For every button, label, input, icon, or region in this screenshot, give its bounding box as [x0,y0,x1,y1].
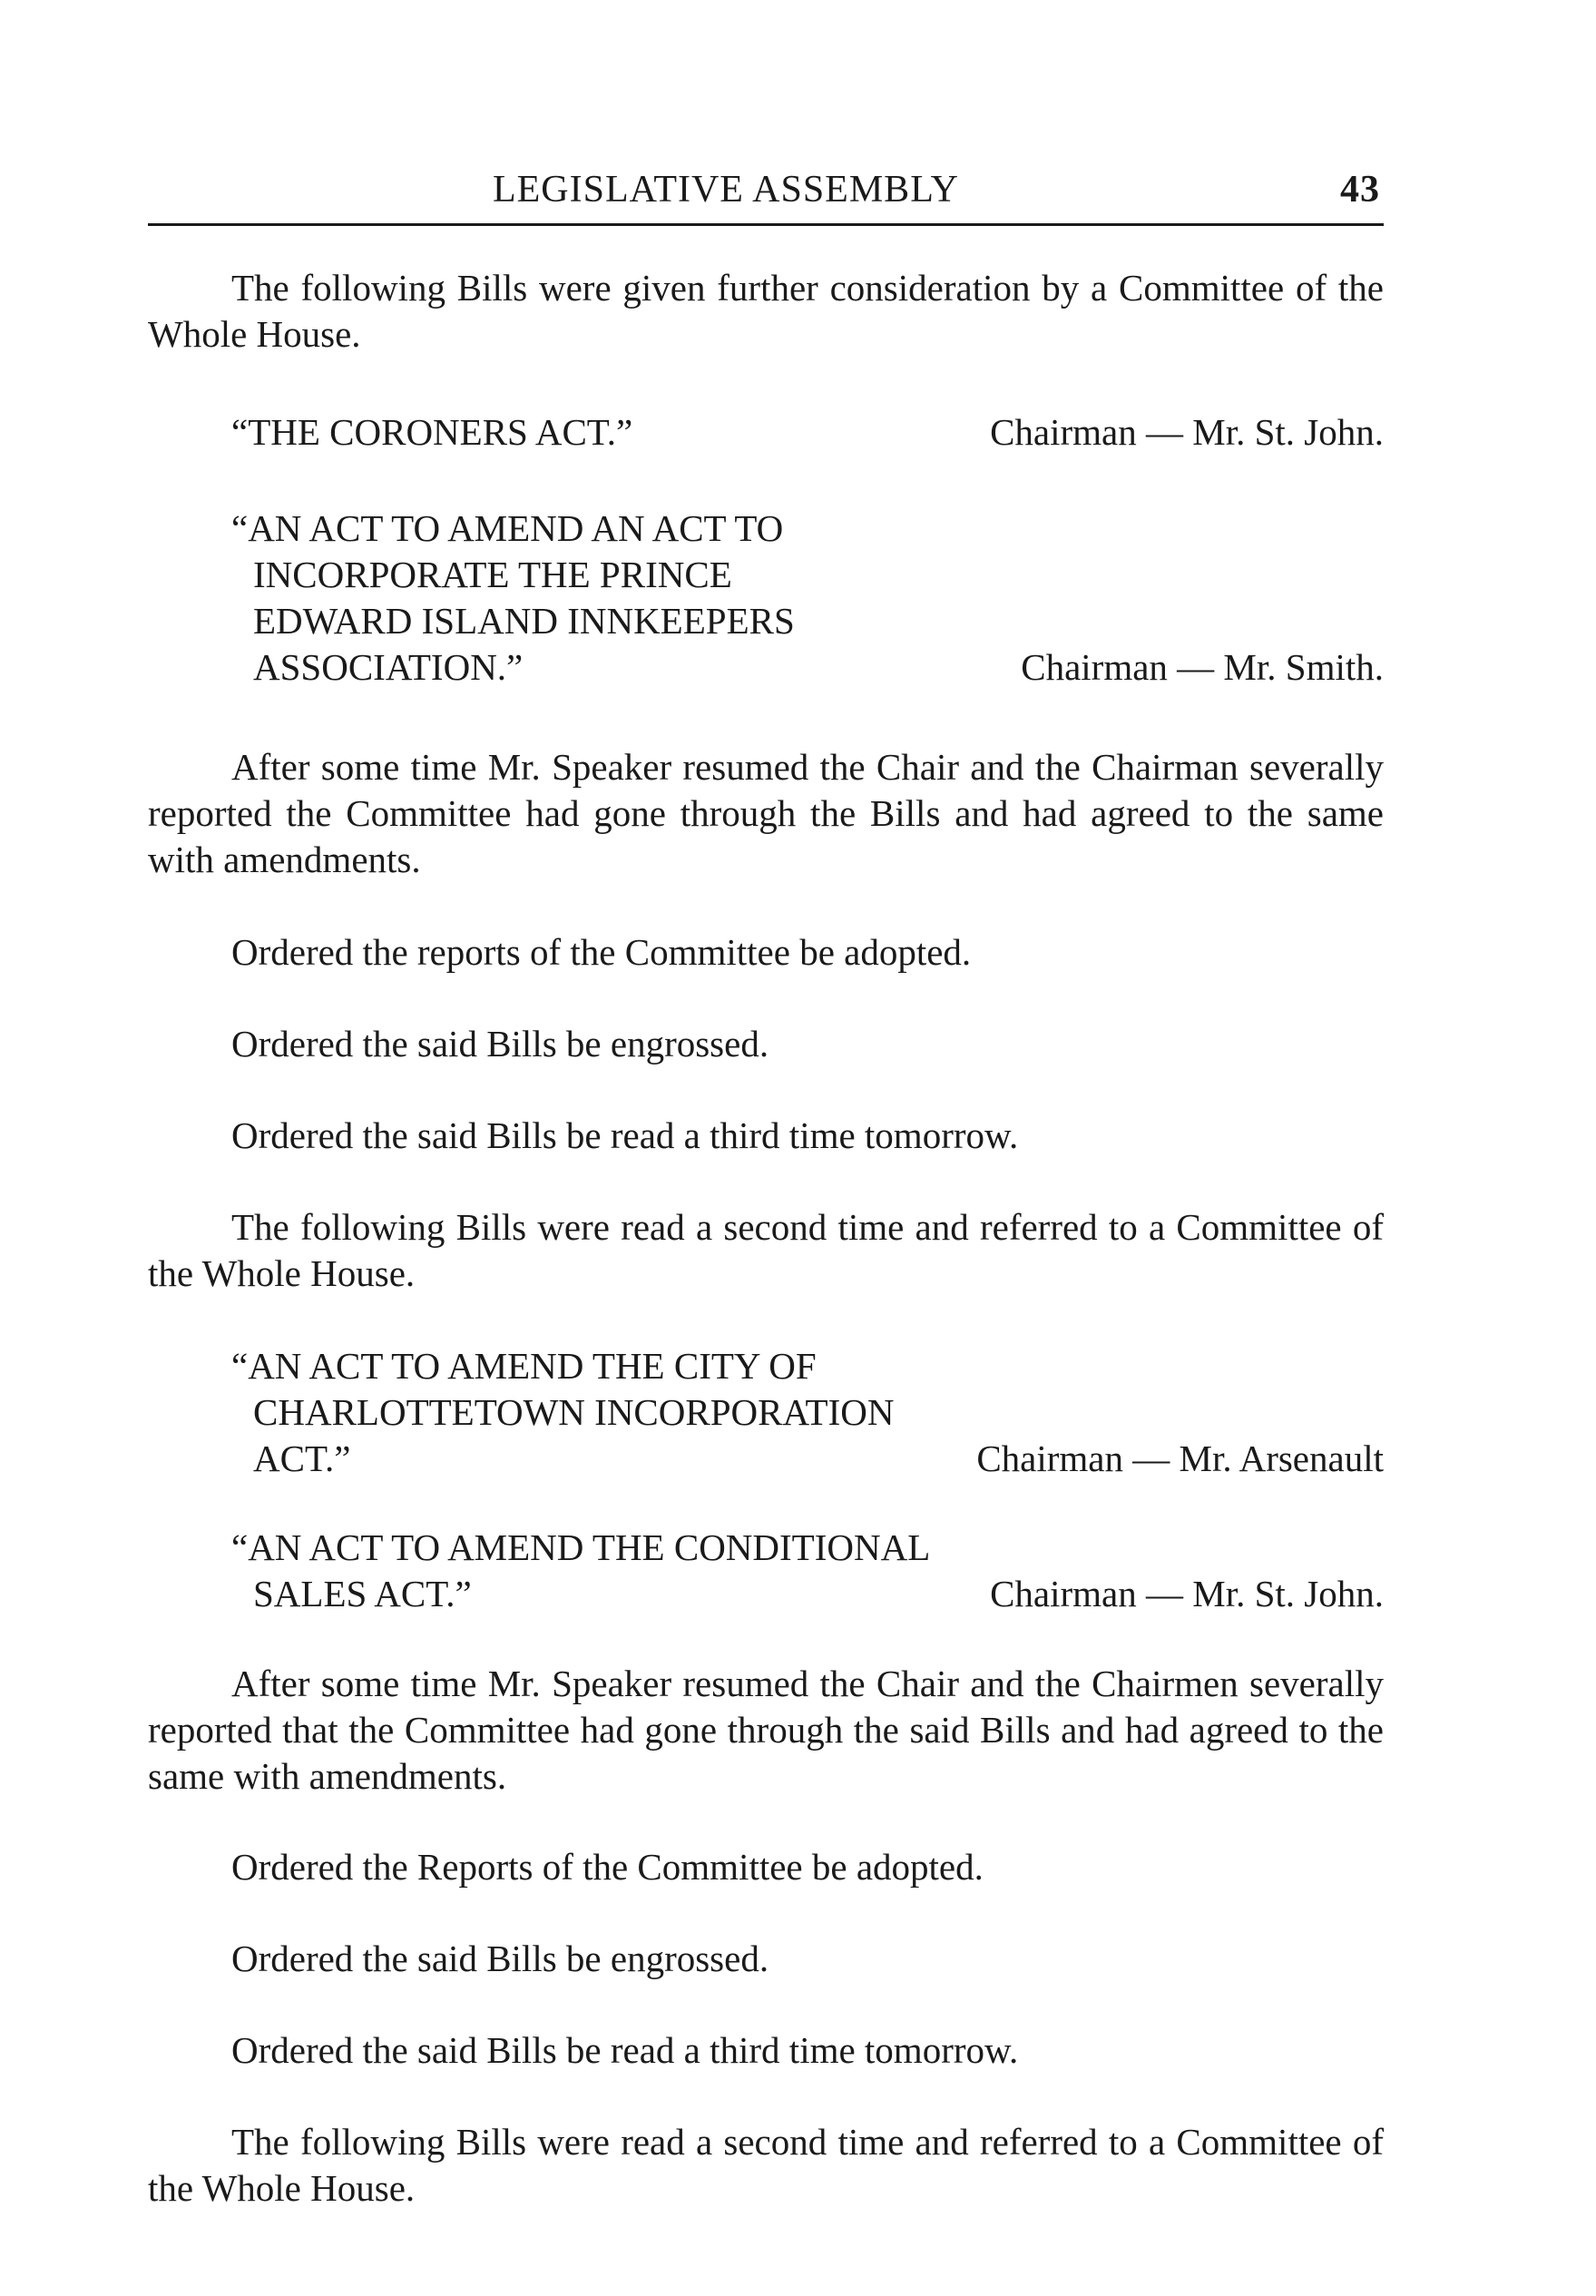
bill-title-line: “AN ACT TO AMEND THE CONDITIONAL [231,1526,931,1568]
bill-coroners-act [231,409,1384,456]
page-number: 43 [1340,169,1380,211]
paragraph-report-1 [148,744,1384,883]
paragraph-text: After some time Mr. Speaker resumed the Chair and the Chairman severally reported the Committee had gone through the Bills and had agreed to the same with amendments. [148,746,1384,880]
bill-charlottetown-incorporation [231,1343,1384,1482]
paragraph-text: The following Bills were read a second time and referred to a Committee of the Whole House. [148,2121,1384,2209]
paragraph-text: The following Bills were read a second time and referred to a Committee of the Whole House. [148,1206,1384,1294]
paragraph-intro-3 [148,2119,1384,2212]
bill-innkeepers-association [231,505,1384,691]
paragraph-intro-1 [148,265,1384,358]
paragraph-text: Ordered the said Bills be engrossed. [231,1938,769,1979]
paragraph-intro-2 [148,1204,1384,1297]
bill-chairman: Chairman — Mr. St. John. [990,411,1384,453]
paragraph-order-adopted-1 [148,929,1384,976]
page-header [148,168,1384,222]
header-rule [148,223,1384,226]
bill-title-line: “AN ACT TO AMEND AN ACT TO [231,507,784,549]
paragraph-order-third-reading-1 [148,1113,1384,1159]
paragraph-text: Ordered the said Bills be engrossed. [231,1023,769,1065]
bill-title-line: CHARLOTTETOWN INCORPORATION [253,1391,895,1433]
bill-title-line: ACT.” [253,1437,351,1479]
bill-chairman: Chairman — Mr. Arsenault [976,1437,1384,1479]
paragraph-text: Ordered the Reports of the Committee be adopted. [231,1846,984,1888]
paragraph-report-2 [148,1661,1384,1800]
paragraph-text: Ordered the said Bills be read a third time tomorrow. [231,1114,1019,1156]
paragraph-text: The following Bills were given further consideration by a Committee of the Whole House. [148,267,1384,355]
bill-title-line: “AN ACT TO AMEND THE CITY OF [231,1345,817,1387]
bill-title-line: EDWARD ISLAND INNKEEPERS [253,600,795,642]
paragraph-text: After some time Mr. Speaker resumed the Chair and the Chairmen severally reported that the Committee had gone through the said Bills and had agreed to the same with amendments. [148,1663,1384,1797]
bill-title-line: SALES ACT.” [253,1573,472,1614]
paragraph-order-adopted-2 [148,1844,1384,1890]
paragraph-order-third-reading-2 [148,2027,1384,2074]
bill-title-line: INCORPORATE THE PRINCE [253,554,732,595]
paragraph-order-engrossed-2 [148,1936,1384,1982]
bill-title-line: “THE CORONERS ACT.” [231,411,633,453]
bill-chairman: Chairman — Mr. Smith. [1021,646,1384,688]
bill-title-line: ASSOCIATION.” [253,646,524,688]
bill-conditional-sales [231,1525,1384,1617]
paragraph-text: Ordered the reports of the Committee be adopted. [231,931,972,973]
running-title: LEGISLATIVE ASSEMBLY [493,169,959,211]
paragraph-text: Ordered the said Bills be read a third time tomorrow. [231,2029,1019,2071]
paragraph-order-engrossed-1 [148,1021,1384,1067]
bill-chairman: Chairman — Mr. St. John. [990,1573,1384,1614]
